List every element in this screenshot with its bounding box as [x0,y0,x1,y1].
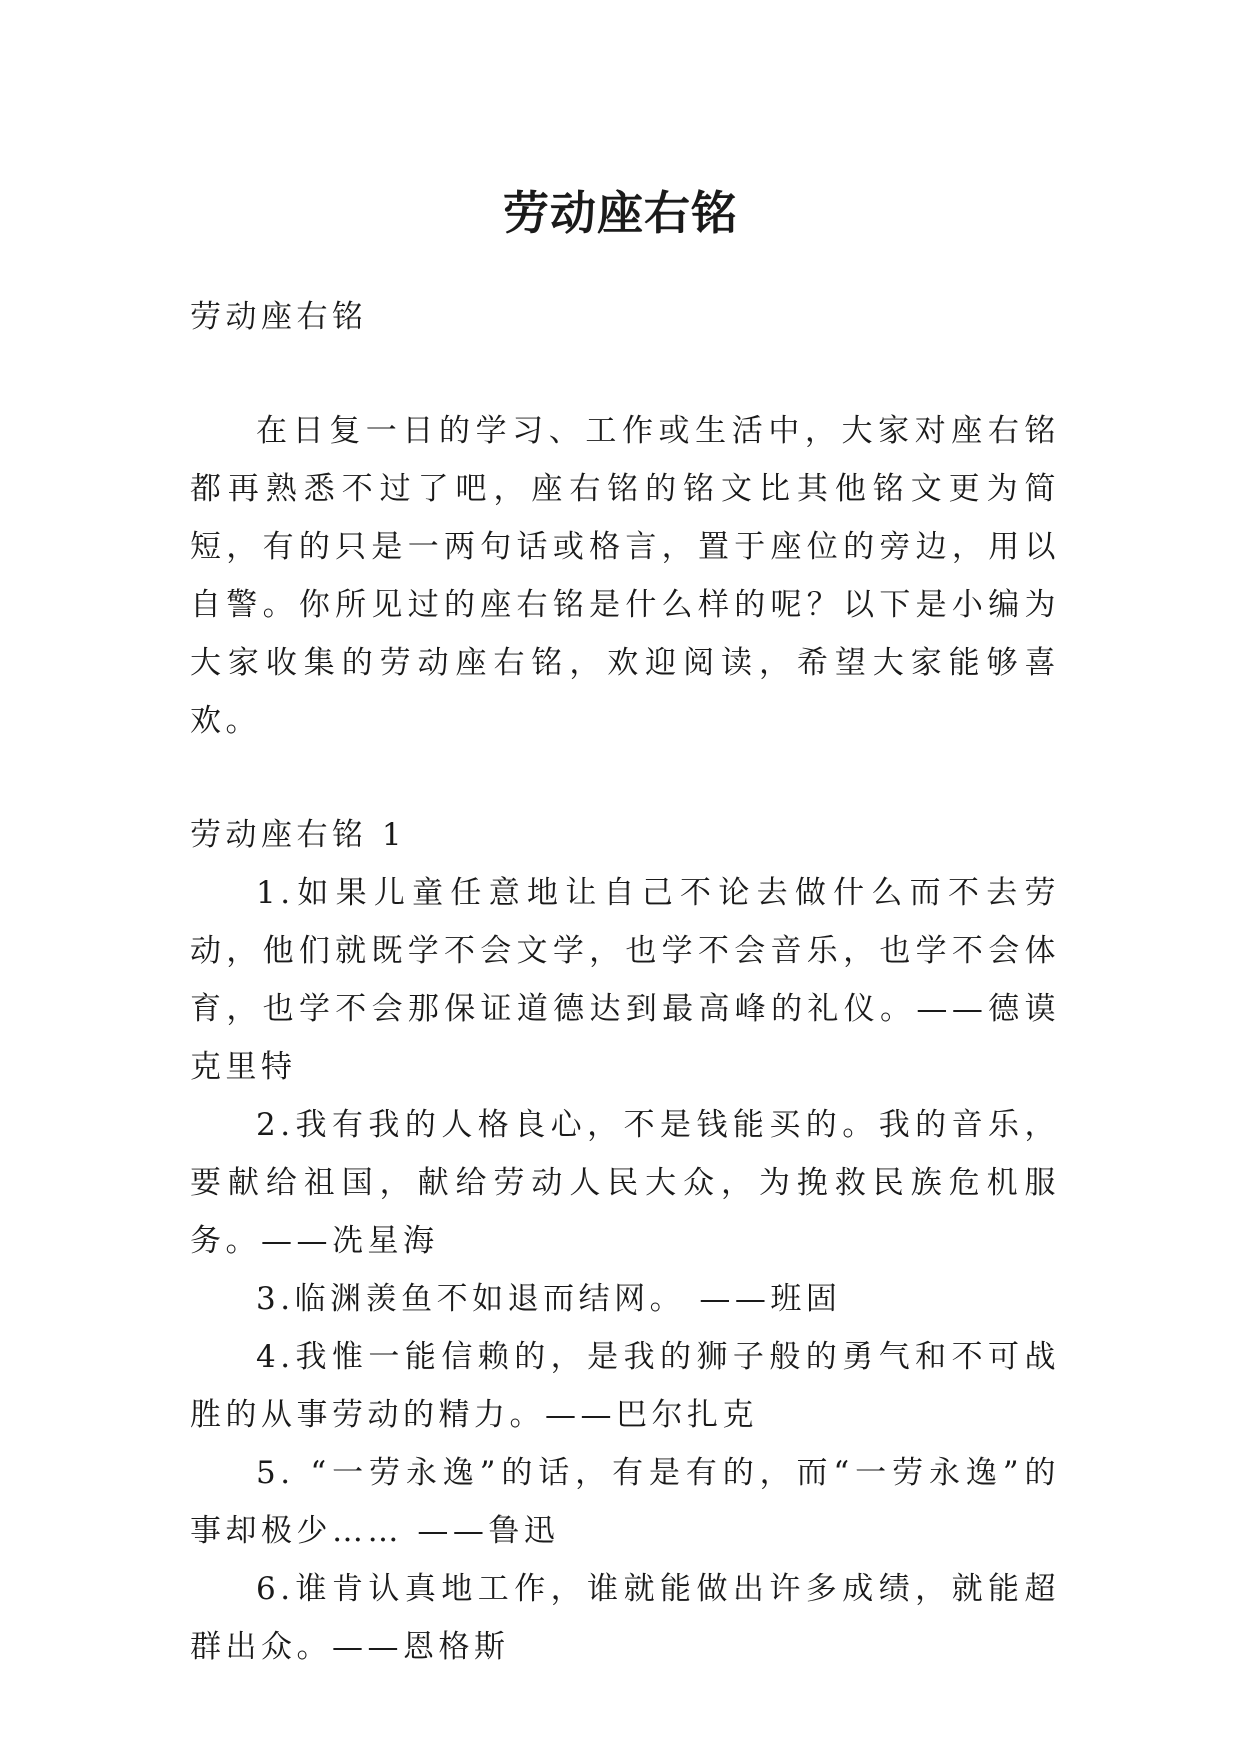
quote-item: 6.谁肯认真地工作，谁就能做出许多成绩，就能超群出众。——恩格斯 [190,1571,1060,1665]
intro-paragraph: 在日复一日的学习、工作或生活中，大家对座右铭都再熟悉不过了吧，座右铭的铭文比其他铭文更为简短，有的只是一两句话或格言，置于座位的旁边，用以自警。你所见过的座右铭是什么样的呢？以下是小编为大家收集的劳动座右铭，欢迎阅读，希望大家能够喜欢。 [190,413,1060,739]
quote-item: 4.我惟一能信赖的，是我的狮子般的勇气和不可战胜的从事劳动的精力。——巴尔扎克 [190,1339,1060,1433]
quote-item: 3.临渊羡鱼不如退而结网。 ——班固 [256,1281,842,1317]
quote-item: 5. “一劳永逸”的话，有是有的，而“一劳永逸”的事却极少…… ——鲁迅 [190,1455,1060,1549]
document-body [190,288,1060,1676]
document-title: 劳动座右铭 [503,185,738,240]
quote-item: 2.我有我的人格良心，不是钱能买的。我的音乐，要献给祖国，献给劳动人民大众，为挽救民族危机服务。——冼星海 [190,1107,1060,1259]
section-heading: 劳动座右铭 1 [190,817,407,853]
document-subtitle: 劳动座右铭 [190,299,368,335]
quote-item: 1.如果儿童任意地让自己不论去做什么而不去劳动，他们就既学不会文学，也学不会音乐，也学不会体育，也学不会那保证道德达到最高峰的礼仪。——德谟克里特 [190,875,1060,1085]
